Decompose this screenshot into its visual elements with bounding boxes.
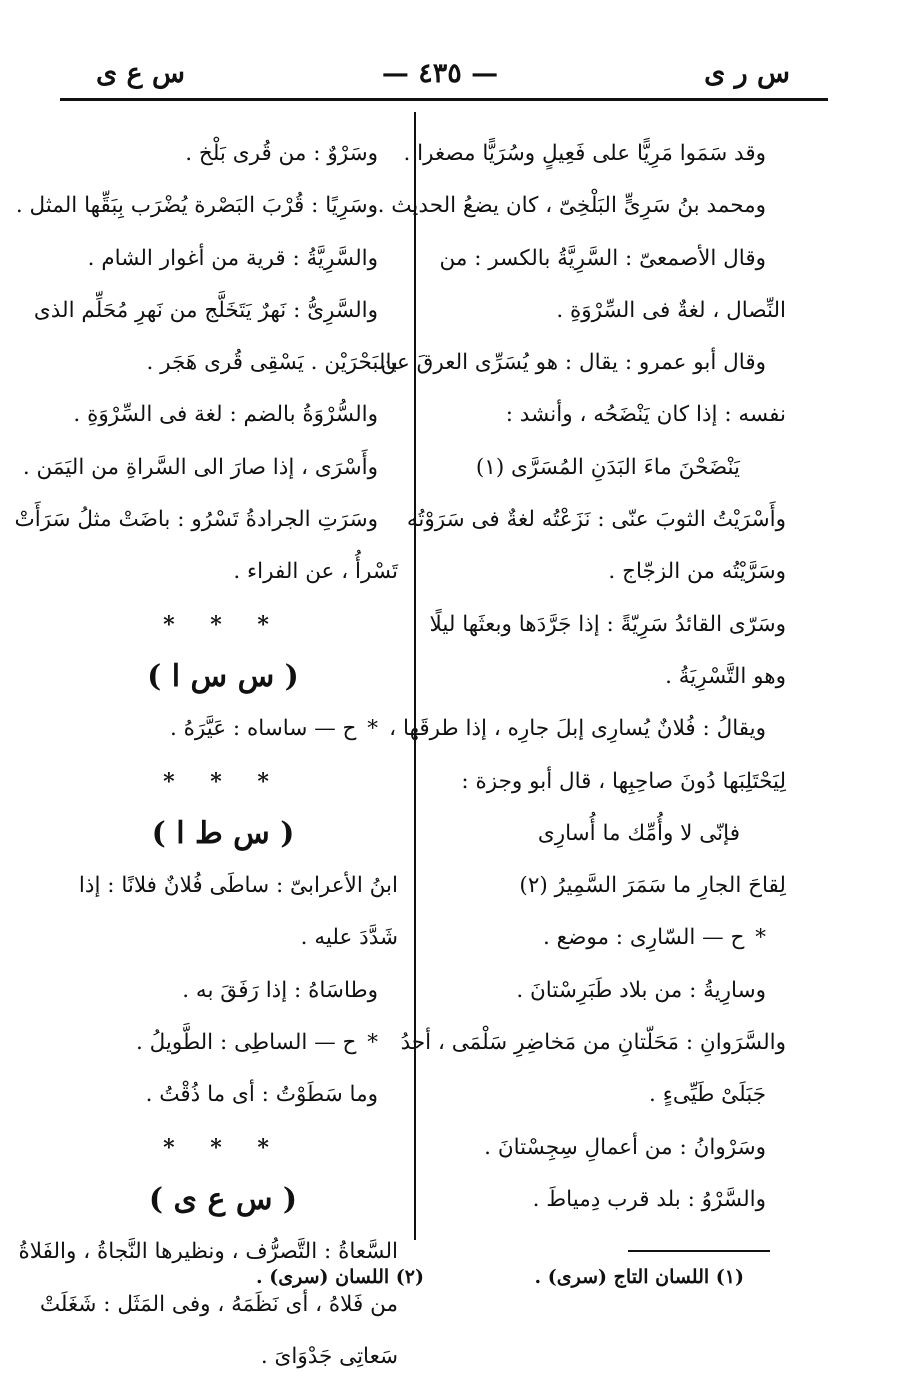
- text-line: شَدَّدَ عليه .: [300, 925, 398, 951]
- bullet-star-icon: *: [367, 1030, 378, 1056]
- running-head-right: س ر ى: [704, 58, 790, 89]
- text-line: بالبَحْرَيْن . يَسْقِى قُرى هَجَر .: [146, 350, 398, 376]
- text-line: وسَرْوانُ : من أعمالِ سِجِسْتانَ .: [484, 1134, 766, 1160]
- text-line: ومحمد بنُ سَرِىٍّ البَلْخِىّ ، كان يضعُ الحديث .: [377, 193, 766, 219]
- bullet-star-icon: *: [367, 716, 378, 742]
- verse-line: يَنْضَحْنَ ماءَ البَدَنِ المُسَرَّى (١): [475, 454, 740, 480]
- text-line: وقال الأصمعىّ : السَّرِيَّةُ بالكسر : من: [439, 245, 766, 271]
- text-line: جَبَلَىْ طَيِّىءٍ .: [649, 1082, 766, 1108]
- column-divider: [414, 112, 416, 1240]
- right-column: [377, 128, 786, 1226]
- text-line: السَّعاةُ : التَّصرُّف ، ونظيرها النَّجاةُ ، والفَلاةُ: [18, 1239, 398, 1265]
- text-line: ويقالُ : فُلانٌ يُسارِى إبلَ جارِه ، إذا طرقَها ،: [389, 716, 766, 742]
- text-line: [48, 703, 398, 755]
- text-line: وسَرْوٌ : من قُرى بَلْخ .: [185, 141, 378, 166]
- section-separator: * * *: [163, 1134, 283, 1161]
- text-line: نفسه : إذا كان يَنْضَحُه ، وأنشد :: [505, 402, 786, 428]
- text-line: وسَرَّيْتُه من الزجّاج .: [608, 559, 786, 585]
- header-rule: [60, 98, 828, 101]
- text-line: والسَّرِيَّةُ : قرية من أغوار الشام .: [87, 245, 378, 271]
- entry-text: ح — السّارِى : موضع .: [542, 925, 745, 951]
- text-line: سَعاتِى جَدْوَاىَ .: [260, 1343, 398, 1369]
- verse-line: فإنّى لا وأُمِّك ما أُسارِى: [537, 820, 740, 846]
- text-line: وطاسَاهُ : إذا رَفَقَ به .: [182, 977, 378, 1003]
- section-heading: ( س س ا ): [147, 658, 299, 694]
- text-line: [434, 912, 786, 964]
- section-heading: ( س ط ا ): [151, 815, 295, 851]
- text-line: من فَلاهُ ، أى نَظَمَهُ ، وفى المَثَل : شَغَلَتْ: [39, 1291, 398, 1317]
- left-column: [14, 128, 398, 1383]
- verse-line: لِقاحَ الجارِ ما سَمَرَ السَّمِيرُ (٢): [519, 873, 786, 899]
- text-line: والسَّرْوُ : بلد قرب دِمياطَ .: [532, 1186, 766, 1212]
- text-line: وقال أبو عمرو : يقال : هو يُسَرِّى العرقَ عن: [380, 350, 766, 376]
- text-line: النِّصال ، لغةٌ فى السِّرْوَةِ .: [556, 297, 786, 323]
- bullet-star-icon: *: [755, 925, 766, 951]
- page-number: — ٤٣٥ —: [381, 58, 499, 89]
- text-line: وسَرّى القائدُ سَرِيّةً : إذا جَرَّدَها وبعثَها ليلًا: [429, 611, 786, 637]
- text-line: والسُّرْوَةُ بالضم : لغة فى السِّرْوَةِ .: [73, 402, 378, 428]
- running-head-left: س ع ى: [96, 58, 186, 89]
- section-separator: * * *: [163, 768, 283, 795]
- text-line: تَسْرأُ ، عن الفراء .: [233, 559, 398, 585]
- text-line: والسَّرَوانِ : مَحَلّتانِ من مَخاضِرِ سَلْمَى ، أحدُ: [400, 1030, 786, 1056]
- text-line: وما سَطَوْتُ : أى ما ذُقْتُ .: [145, 1082, 378, 1108]
- text-line: لِيَحْتَلِبَها دُونَ صاحِبِها ، قال أبو وجزة :: [461, 768, 786, 794]
- section-separator: * * *: [163, 611, 283, 638]
- text-line: [48, 1017, 398, 1069]
- text-line: وسَرِيًا : قُرْبَ البَصْرة يُضْرَب بِبَقِّها المثل .: [15, 193, 378, 219]
- text-line: وسَرَتِ الجرادةُ تَسْرُو : باضَتْ مثلُ سَرَأَتْ: [14, 507, 378, 533]
- entry-text: ح — ساساه : عَيَّرَهُ .: [169, 716, 357, 742]
- text-line: ابنُ الأعرابىّ : ساطَى فُلانٌ فلانًا : إذا: [78, 873, 398, 899]
- footnote-1: (١) اللسان التاج (سرى) .: [534, 1266, 744, 1288]
- text-line: وأَسْرَيْتُ الثوبَ عنّى : نَزَعْتُه لغةٌ فى سَرَوْتُه: [406, 507, 786, 533]
- entry-text: ح — الساطِى : الطَّويلُ .: [135, 1030, 357, 1056]
- section-heading: ( س ع ى ): [148, 1181, 298, 1217]
- text-line: وقد سَمَوا مَرِيًّا على فَعِيلٍ وسُرَيًّا مصغرا .: [403, 141, 766, 166]
- text-line: وسارِيةُ : من بلاد طَبَرِسْتانَ .: [516, 977, 766, 1003]
- text-line: وهو التَّسْرِيَةُ .: [665, 663, 786, 689]
- text-line: والسَّرِىُّ : نَهرٌ يَتَخَلَّج من نَهرِ مُحَلِّم الذى: [33, 297, 378, 323]
- footnote-rule: [628, 1250, 770, 1252]
- footnote-2: (٢) اللسان (سرى) .: [256, 1266, 424, 1288]
- text-line: وأَسْرَى ، إذا صارَ الى السَّراةِ من اليَمَن .: [22, 454, 378, 480]
